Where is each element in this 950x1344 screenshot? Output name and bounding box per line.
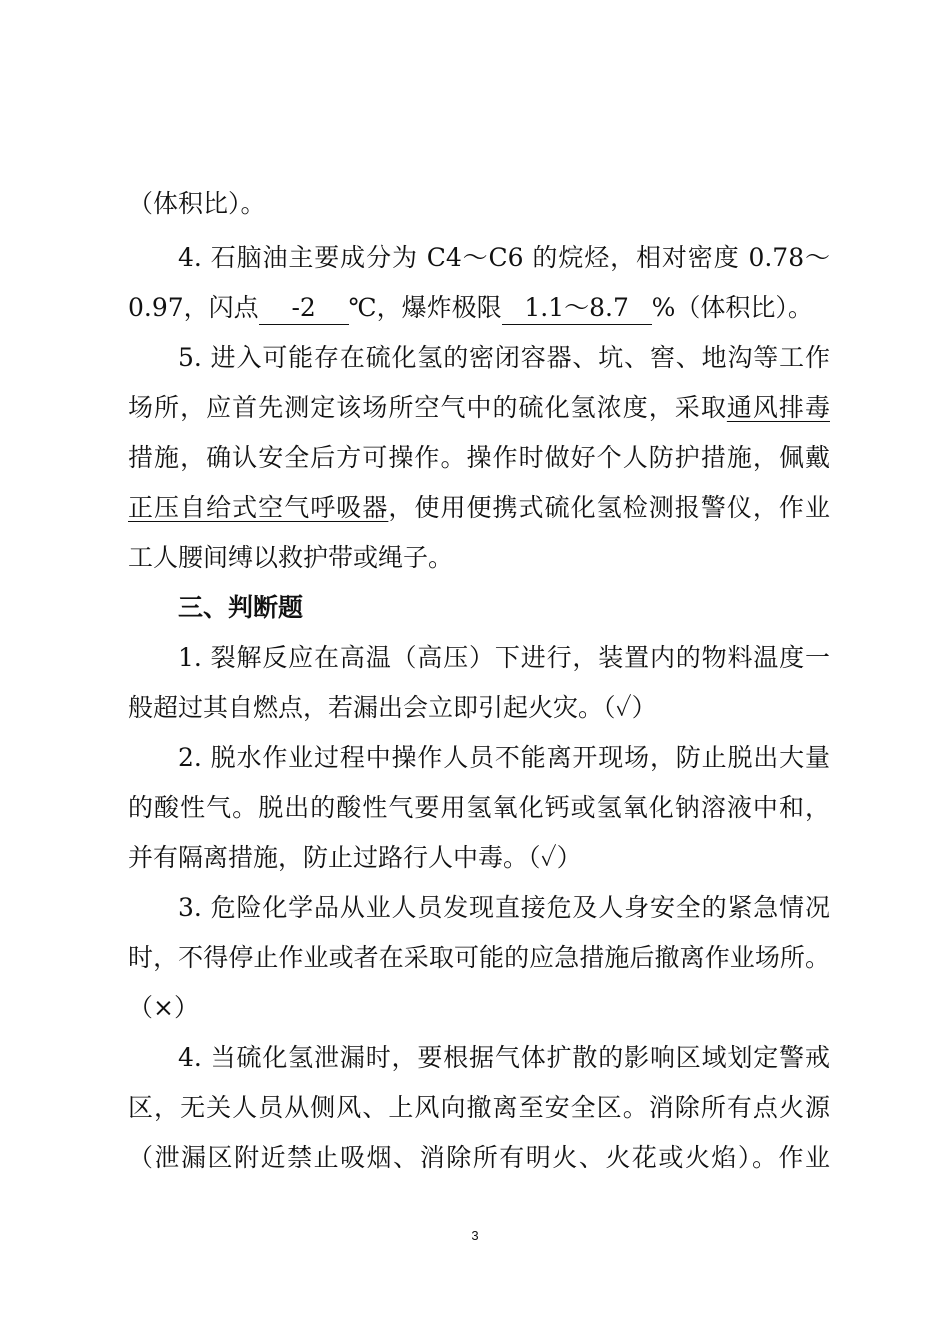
text-stop-work: 时，不得停止作业或者在采取可能的应急措施后撤离作业场所。 <box>128 943 830 972</box>
text-line <box>128 488 830 528</box>
text-line-item-5 <box>178 338 830 378</box>
text-explosion-limit-label: ℃，爆炸极限 <box>348 293 502 322</box>
text-isolation: 并有隔离措施，防止过路行人中毒。（✓） <box>128 843 582 872</box>
text-volume-ratio: （体积比）。 <box>128 189 266 218</box>
text-flash-point-label: 0.97，闪点 <box>128 293 259 322</box>
text-line <box>128 988 830 1028</box>
section-heading <box>178 588 830 628</box>
text-line <box>128 438 830 478</box>
text-line <box>128 1138 830 1178</box>
blank-flash-point: -2 <box>259 292 349 325</box>
text-line <box>128 184 830 224</box>
text-line <box>128 538 830 578</box>
text-h2s-leak: 4. 当硫化氢泄漏时，要根据气体扩散的影响区域划定警戒 <box>178 1043 830 1072</box>
text-line <box>128 688 830 728</box>
underlined-breathing-apparatus: 正压自给式空气呼吸器 <box>128 493 389 522</box>
text-line <box>128 938 830 978</box>
text-detector-alarm: ，使用便携式硫化氢检测报警仪，作业 <box>388 493 830 522</box>
text-line <box>128 1088 830 1128</box>
underlined-ventilation: 通风排毒 <box>726 393 830 422</box>
text-answer-false: （×） <box>128 993 199 1022</box>
text-line-tf-3 <box>178 888 830 928</box>
text-autoignition: 般超过其自燃点，若漏出会立即引起火灾。（✓） <box>128 693 657 722</box>
text-line <box>128 788 830 828</box>
text-line-flash-point <box>128 288 830 328</box>
text-line-item-4 <box>178 238 830 278</box>
heading-true-false: 三、判断题 <box>178 593 304 622</box>
text-cracking-reaction: 1. 裂解反应在高温（高压）下进行，装置内的物料温度一 <box>178 643 830 672</box>
text-confined-space: 5. 进入可能存在硫化氢的密闭容器、坑、窖、地沟等工作 <box>178 343 830 372</box>
text-line <box>128 388 830 428</box>
text-protective-measures: 措施，确认安全后方可操作。操作时做好个人防护措施，佩戴 <box>128 443 830 472</box>
text-acid-gas-neutralize: 的酸性气。脱出的酸性气要用氢氧化钙或氢氧化钠溶液中和， <box>128 793 830 822</box>
text-hazardous-chemicals: 3. 危险化学品从业人员发现直接危及人身安全的紧急情况 <box>178 893 830 922</box>
text-line-tf-1 <box>178 638 830 678</box>
text-rescue-belt: 工人腰间缚以救护带或绳子。 <box>128 543 454 572</box>
text-line-tf-2 <box>178 738 830 778</box>
text-measure-concentration: 场所，应首先测定该场所空气中的硫化氢浓度，采取 <box>128 393 727 422</box>
page-number: 3 <box>471 1228 479 1243</box>
text-naphtha-composition: 4. 石脑油主要成分为 C4～C6 的烷烃，相对密度 0.78～ <box>178 243 830 272</box>
text-volume-ratio-suffix: %（体积比）。 <box>651 293 813 322</box>
text-line-tf-4 <box>178 1038 830 1078</box>
text-dehydration: 2. 脱水作业过程中操作人员不能离开现场，防止脱出大量 <box>178 743 830 772</box>
blank-explosion-limit: 1.1～8.7 <box>502 292 652 325</box>
text-evacuation: 区，无关人员从侧风、上风向撤离至安全区。消除所有点火源 <box>128 1093 830 1122</box>
text-line <box>128 838 830 878</box>
text-ignition-sources: （泄漏区附近禁止吸烟、消除所有明火、火花或火焰）。作业 <box>128 1143 830 1172</box>
